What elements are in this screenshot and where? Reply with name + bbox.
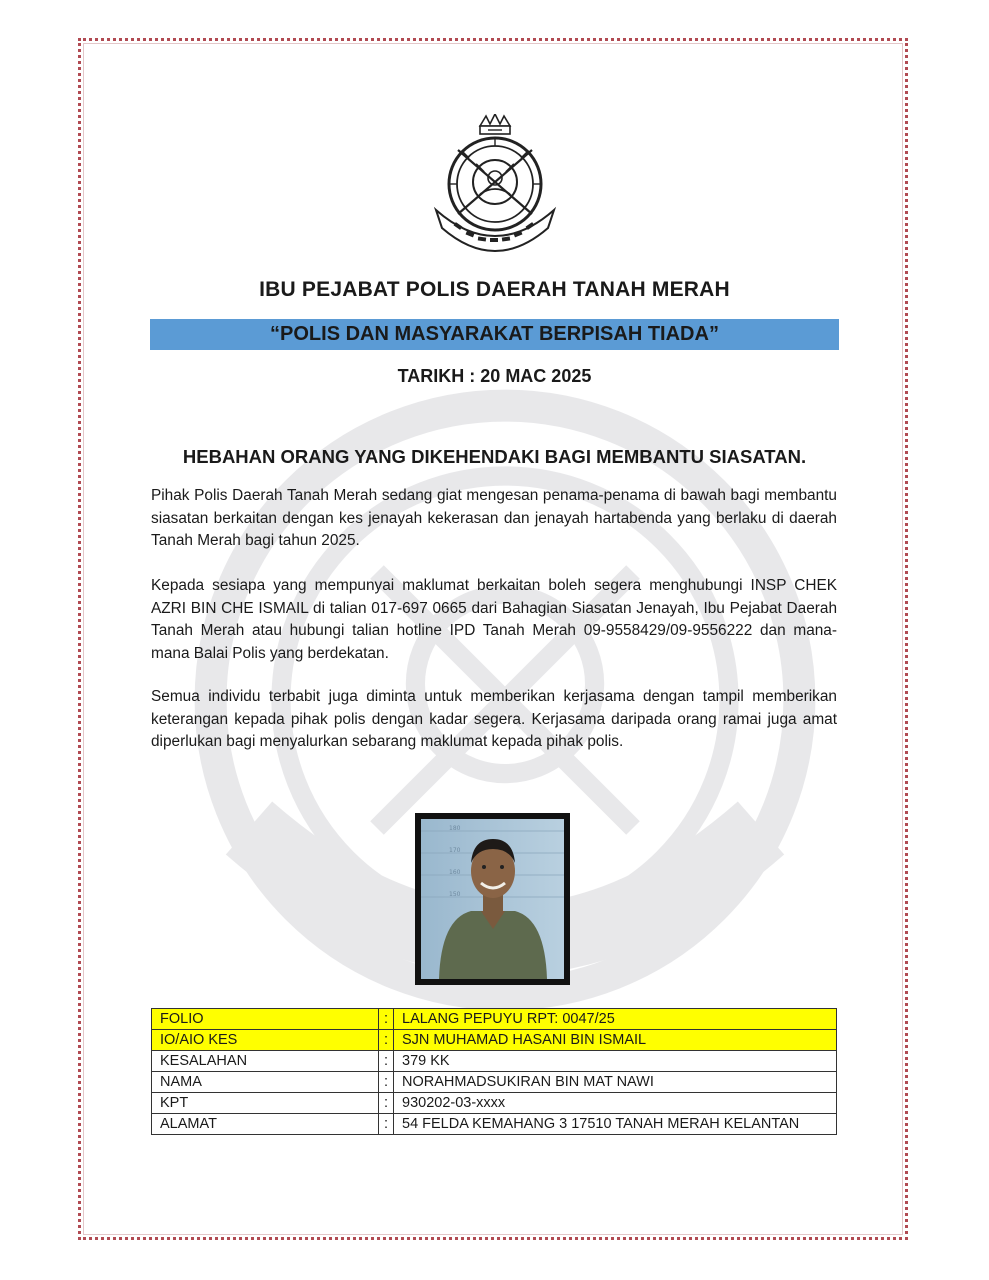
row-separator: : bbox=[379, 1114, 394, 1135]
row-separator: : bbox=[379, 1030, 394, 1051]
notice-paragraph-1: Pihak Polis Daerah Tanah Merah sedang giat mengesan penama-penama di bawah bagi membantu siasatan berkaitan dengan kes jenayah kekerasan dan jenayah hartabenda yang berlaku di daerah Tanah Merah bagi tahun 2025. bbox=[151, 487, 837, 549]
notice-title: HEBAHAN ORANG YANG DIKEHENDAKI BAGI MEMBANTU SIASATAN. bbox=[182, 446, 807, 467]
table-row bbox=[152, 1030, 837, 1051]
height-mark-180: 180 bbox=[449, 825, 461, 832]
row-value: NORAHMADSUKIRAN BIN MAT NAWI bbox=[394, 1072, 837, 1093]
police-crest-icon bbox=[428, 114, 562, 254]
height-mark-150: 150 bbox=[449, 891, 461, 898]
table-row bbox=[152, 1009, 837, 1030]
row-value: SJN MUHAMAD HASANI BIN ISMAIL bbox=[394, 1030, 837, 1051]
row-separator: : bbox=[379, 1093, 394, 1114]
row-label: NAMA bbox=[152, 1072, 379, 1093]
suspect-details-table bbox=[151, 1008, 837, 1135]
table-row bbox=[152, 1051, 837, 1072]
row-value: 930202-03-xxxx bbox=[394, 1093, 837, 1114]
table-row bbox=[152, 1072, 837, 1093]
row-value: LALANG PEPUYU RPT: 0047/25 bbox=[394, 1009, 837, 1030]
row-separator: : bbox=[379, 1072, 394, 1093]
height-mark-170: 170 bbox=[449, 847, 461, 854]
row-value: 379 KK bbox=[394, 1051, 837, 1072]
notice-date: TARIKH : 20 MAC 2025 bbox=[397, 366, 592, 386]
row-label: KESALAHAN bbox=[152, 1051, 379, 1072]
motto-banner: “POLIS DAN MASYARAKAT BERPISAH TIADA” bbox=[150, 319, 839, 350]
row-label: ALAMAT bbox=[152, 1114, 379, 1135]
row-separator: : bbox=[379, 1009, 394, 1030]
row-value: 54 FELDA KEMAHANG 3 17510 TANAH MERAH KELANTAN bbox=[394, 1114, 837, 1135]
row-label: IO/AIO KES bbox=[152, 1030, 379, 1051]
table-row bbox=[152, 1114, 837, 1135]
suspect-photo bbox=[421, 819, 564, 979]
notice-paragraph-2: Kepada sesiapa yang mempunyai maklumat berkaitan boleh segera menghubungi INSP CHEK AZRI BIN CHE ISMAIL di talian 017-697 0665 dari Bahagian Siasatan Jenayah, Ibu Pejabat Daerah Tanah Merah atau hubungi talian hotline IPD Tanah Merah 09-9558429/09-9556222 dan mana-mana Balai Polis yang berdekatan. bbox=[151, 577, 837, 662]
table-row bbox=[152, 1093, 837, 1114]
suspect-photo-frame bbox=[415, 813, 570, 985]
notice-paragraph-3: Semua individu terbabit juga diminta untuk memberikan kerjasama dengan tampil memberikan keterangan kepada pihak polis dengan kadar segera. Kerjasama daripada orang ramai juga amat diperlukan bagi menyalurkan sebarang maklumat kepada pihak polis. bbox=[151, 688, 837, 750]
row-label: FOLIO bbox=[152, 1009, 379, 1030]
office-title: IBU PEJABAT POLIS DAERAH TANAH MERAH bbox=[259, 278, 730, 301]
row-separator: : bbox=[379, 1051, 394, 1072]
row-label: KPT bbox=[152, 1093, 379, 1114]
height-mark-160: 160 bbox=[449, 869, 461, 876]
